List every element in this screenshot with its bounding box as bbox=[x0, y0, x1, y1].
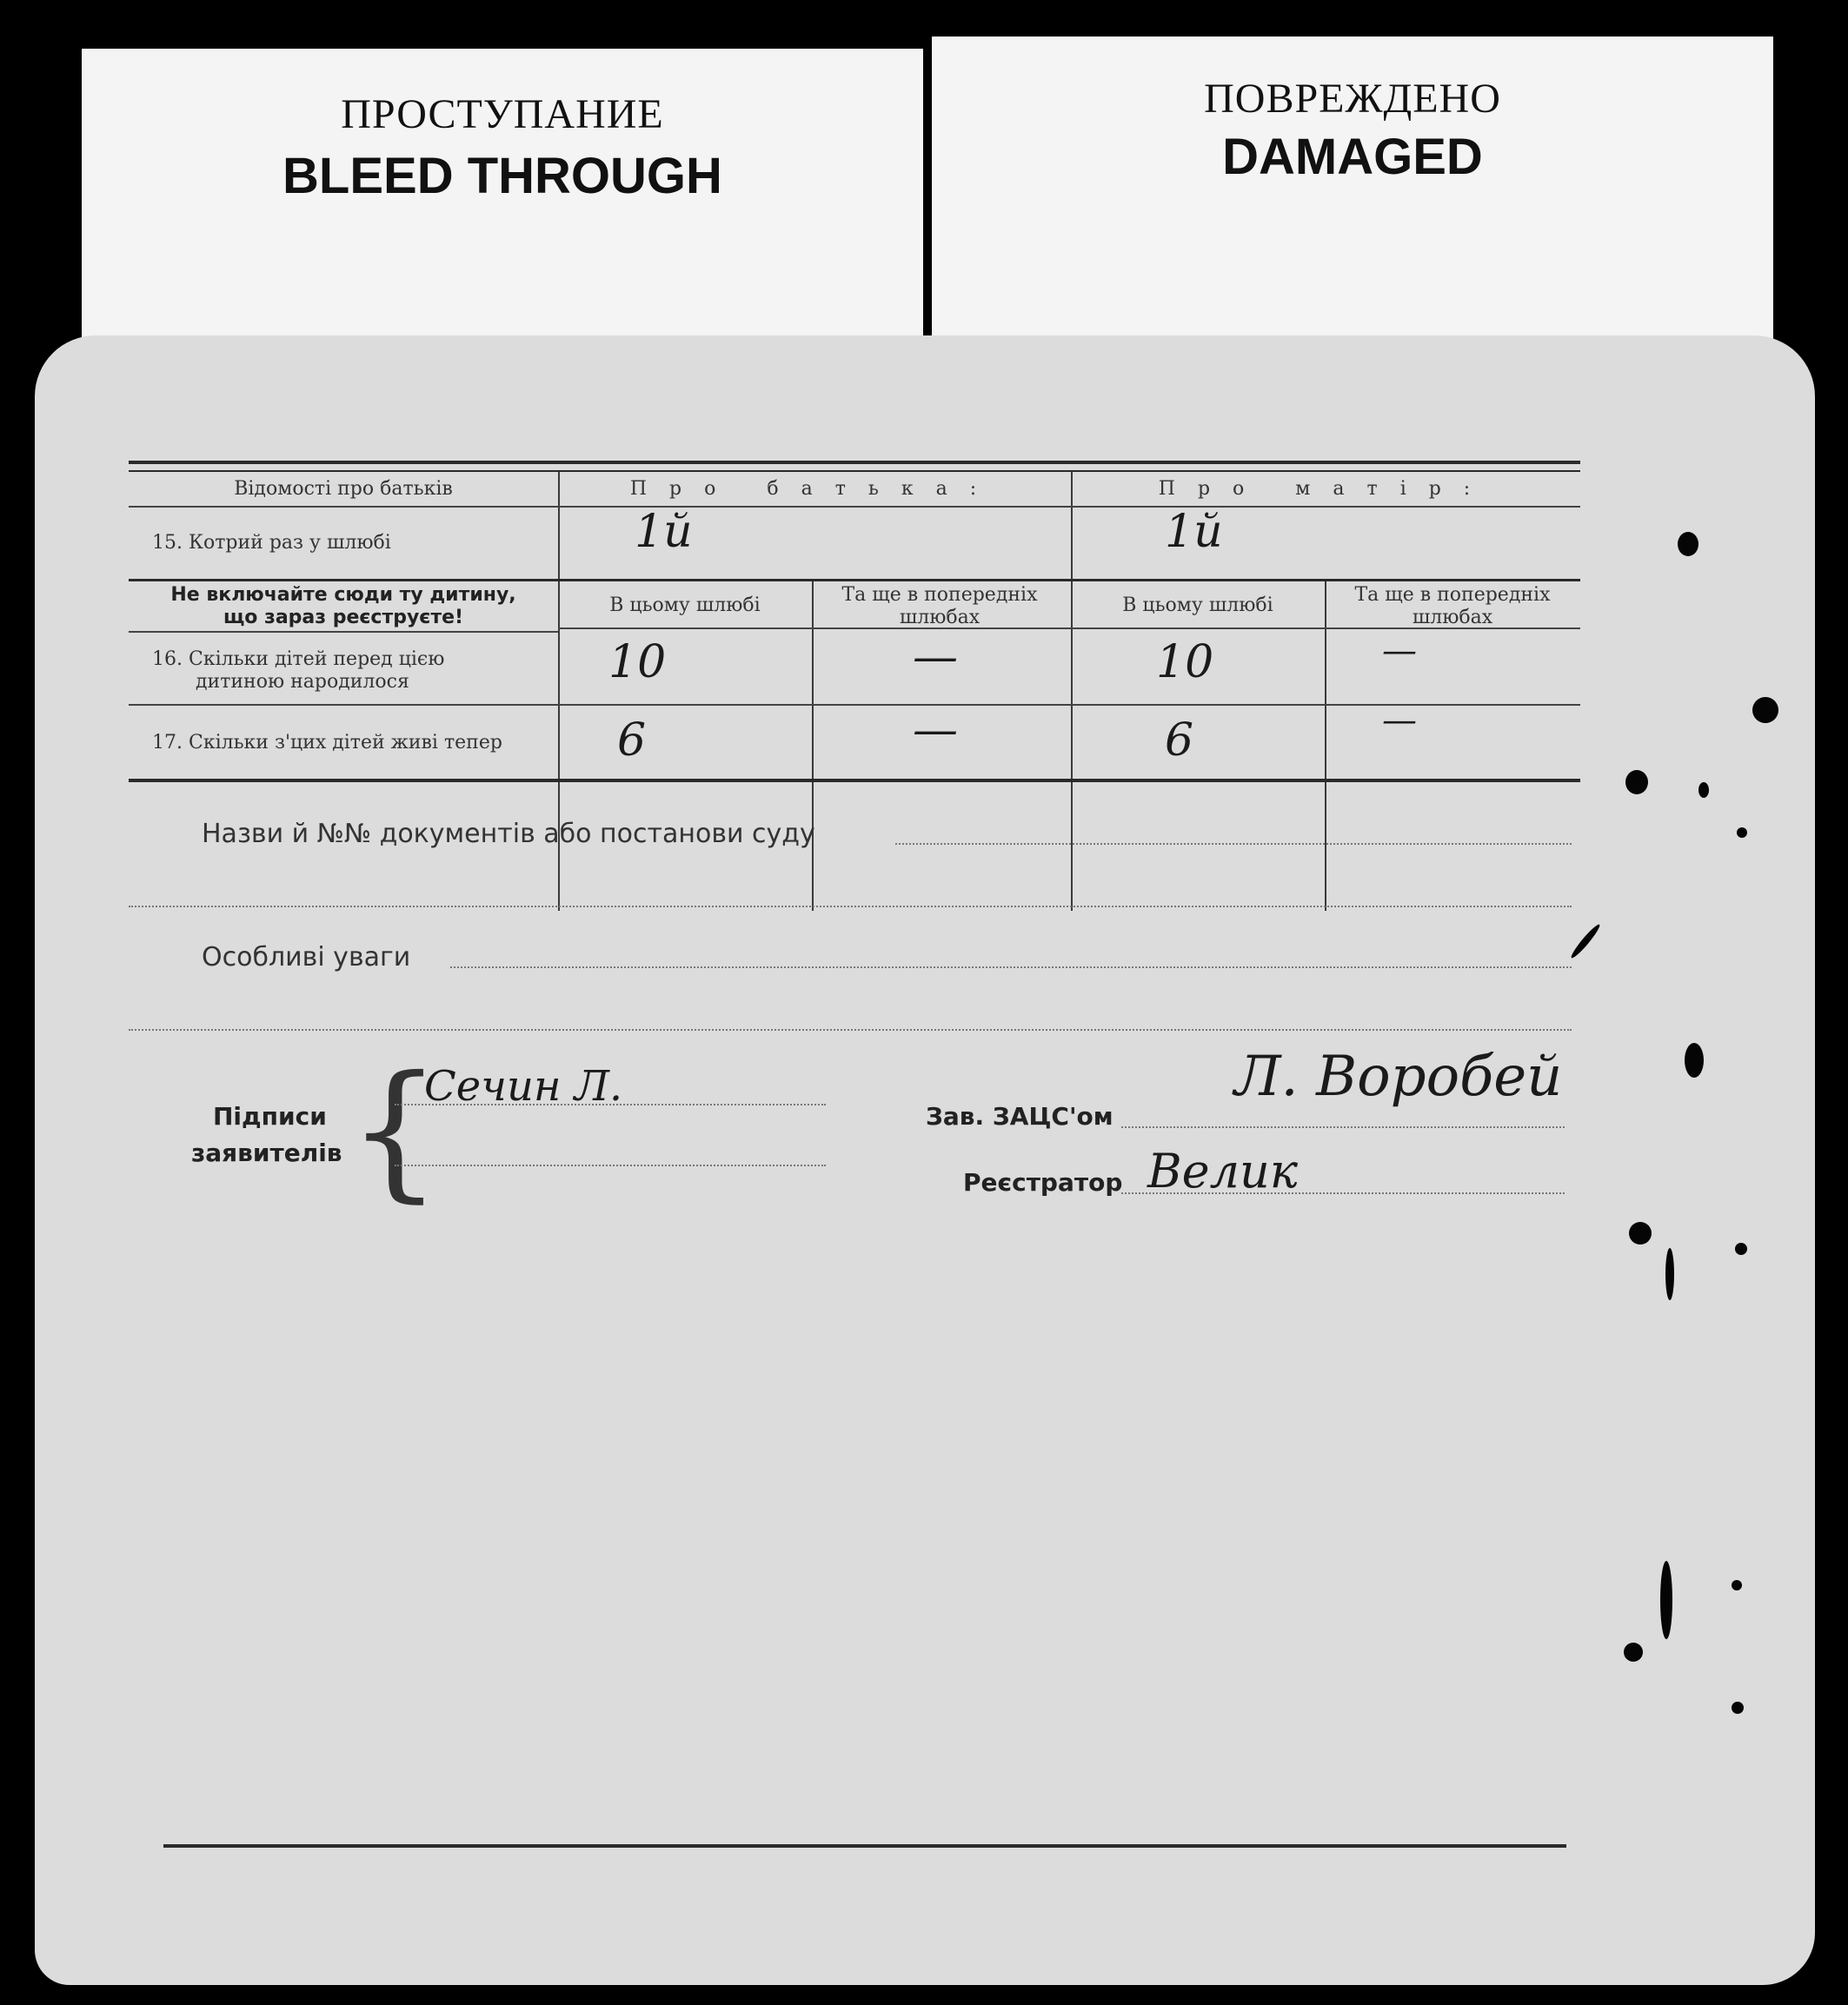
row15-bottom-line bbox=[129, 579, 1580, 581]
documents-fill-line-2 bbox=[129, 906, 1572, 907]
row17-mother-previous: — bbox=[1382, 700, 1417, 740]
mother-this-marriage-header: В цьому шлюбі bbox=[1122, 594, 1273, 616]
applicant-signature-line-2 bbox=[395, 1165, 826, 1166]
col-divider-father-mother bbox=[1071, 472, 1073, 911]
table-top-rule bbox=[129, 461, 1580, 464]
col-divider-father-sub bbox=[812, 581, 814, 911]
exclude-note-line1: Не включайте сюди ту дитину, bbox=[170, 584, 516, 606]
damaged-en-label: DAMAGED bbox=[1222, 129, 1483, 185]
punch-hole bbox=[1678, 532, 1698, 556]
head-label: Зав. ЗАЦС'ом bbox=[926, 1102, 1113, 1131]
father-header: Про батька: bbox=[629, 478, 1000, 500]
punch-hole bbox=[1625, 770, 1648, 794]
note-bottom-line bbox=[129, 631, 558, 633]
head-signature-line bbox=[1121, 1126, 1565, 1128]
row17-father-this: 6 bbox=[617, 714, 647, 767]
applicant-signature: Сечин Л. bbox=[424, 1062, 623, 1111]
row16-mother-previous: — bbox=[1382, 631, 1417, 671]
document-sheet bbox=[35, 335, 1815, 1985]
row15-father-value: 1й bbox=[635, 506, 693, 558]
punch-hole bbox=[1665, 1248, 1674, 1300]
damaged-card bbox=[932, 37, 1773, 349]
parents-info-header: Відомості про батьків bbox=[234, 478, 453, 500]
punch-hole bbox=[1735, 1243, 1747, 1255]
father-this-marriage-header: В цьому шлюбі bbox=[609, 594, 761, 616]
punch-hole bbox=[1737, 827, 1747, 838]
bleed-through-ru-label: ПРОСТУПАНИЕ bbox=[341, 91, 664, 137]
remarks-fill-line bbox=[450, 966, 1572, 968]
mother-previous-header: Та ще в попередніх шлюбах bbox=[1354, 584, 1551, 628]
punch-hole bbox=[1685, 1043, 1704, 1078]
punch-hole bbox=[1752, 697, 1778, 723]
table-bottom-rule bbox=[129, 779, 1580, 782]
exclude-note-line2: що зараз реєструєте! bbox=[223, 607, 464, 628]
registrar-label: Реєстратор bbox=[963, 1168, 1123, 1197]
punch-hole bbox=[1660, 1561, 1672, 1639]
applicant-signature-line-1 bbox=[395, 1104, 826, 1105]
punch-mark bbox=[1569, 922, 1602, 959]
row16-father-this: 10 bbox=[608, 636, 667, 688]
punch-hole bbox=[1732, 1580, 1742, 1590]
damaged-ru-label: ПОВРЕЖДЕНО bbox=[1204, 76, 1501, 122]
punch-hole bbox=[1732, 1702, 1744, 1714]
table-top-rule-thin bbox=[129, 470, 1580, 472]
signatures-label-line1: Підписи bbox=[213, 1102, 327, 1131]
registrar-signature: Велик bbox=[1147, 1144, 1299, 1198]
punch-hole bbox=[1624, 1643, 1643, 1662]
mother-header: Про матір: bbox=[1158, 478, 1493, 500]
punch-hole bbox=[1698, 782, 1709, 798]
row15-mother-value: 1й bbox=[1165, 506, 1223, 558]
row16-bottom-line bbox=[129, 704, 1580, 706]
header-row-line bbox=[129, 506, 1580, 508]
signatures-label-line2: заявителів bbox=[191, 1139, 342, 1167]
row16-label-line1: 16. Скільки дітей перед цією bbox=[152, 648, 445, 670]
punch-hole bbox=[1629, 1222, 1652, 1245]
bleed-through-en-label: BLEED THROUGH bbox=[283, 148, 722, 204]
row16-mother-this: 10 bbox=[1156, 636, 1214, 688]
col-divider-mother-sub bbox=[1325, 581, 1326, 911]
documents-label: Назви й №№ документів або постанови суду bbox=[202, 819, 815, 849]
row17-mother-this: 6 bbox=[1165, 714, 1194, 767]
documents-fill-line bbox=[895, 843, 1572, 845]
row16-label-line2: дитиною народилося bbox=[196, 671, 409, 693]
row16-father-previous: — bbox=[913, 631, 958, 683]
bleed-through-card bbox=[82, 49, 923, 362]
row15-label: 15. Котрий раз у шлюбі bbox=[152, 532, 391, 554]
remarks-fill-line-2 bbox=[129, 1029, 1572, 1031]
signatures-brace: { bbox=[348, 1045, 442, 1217]
row17-father-previous: — bbox=[913, 704, 958, 756]
remarks-label: Особливі уваги bbox=[202, 942, 411, 973]
father-previous-header: Та ще в попередніх шлюбах bbox=[841, 584, 1038, 628]
bottom-rule bbox=[163, 1844, 1566, 1848]
head-signature: Л. Воробей bbox=[1234, 1045, 1563, 1109]
row17-label: 17. Скільки з'цих дітей живі тепер bbox=[152, 732, 502, 754]
